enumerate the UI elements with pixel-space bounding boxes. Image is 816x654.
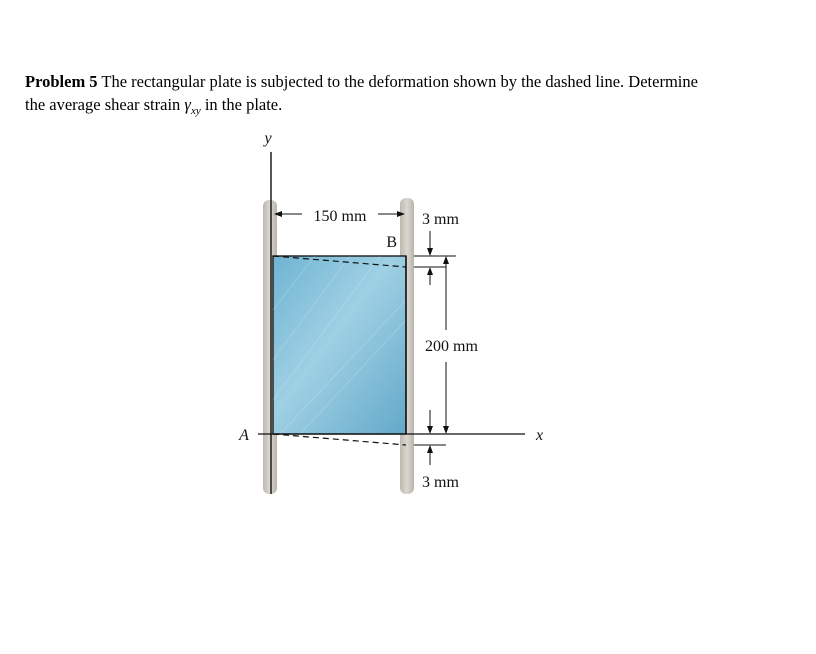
- height-dimension-label: 200 mm: [425, 338, 478, 355]
- bottom-shift-arrowhead-up: [427, 445, 433, 453]
- height-dim-bottom-arrow: [443, 426, 449, 434]
- statement-line2-pre: the average shear strain: [25, 95, 185, 114]
- strain-subscript: xy: [190, 105, 201, 118]
- bottom-shift-arrowhead-down: [427, 426, 433, 434]
- strain-symbol: γ: [184, 95, 191, 114]
- width-dimension-label: 150 mm: [313, 208, 367, 225]
- top-shift-arrowhead-up: [427, 267, 433, 275]
- height-dim-top-arrow: [443, 256, 449, 264]
- point-a-label: A: [239, 427, 249, 444]
- y-axis-label: y: [264, 130, 272, 147]
- rectangular-plate: [273, 256, 406, 434]
- statement-line1: The rectangular plate is subjected to the deformation shown by the dashed line. Determine: [101, 72, 698, 91]
- top-shift-arrowhead-down: [427, 248, 433, 256]
- problem-number: Problem 5: [25, 72, 98, 91]
- statement-line2-post: in the plate.: [200, 95, 283, 114]
- x-axis-label: x: [536, 427, 544, 444]
- top-shift-label: 3 mm: [422, 211, 459, 228]
- bottom-shift-label: 3 mm: [422, 474, 459, 491]
- deformed-bottom-edge: [273, 434, 406, 445]
- point-b-label: B: [386, 234, 397, 251]
